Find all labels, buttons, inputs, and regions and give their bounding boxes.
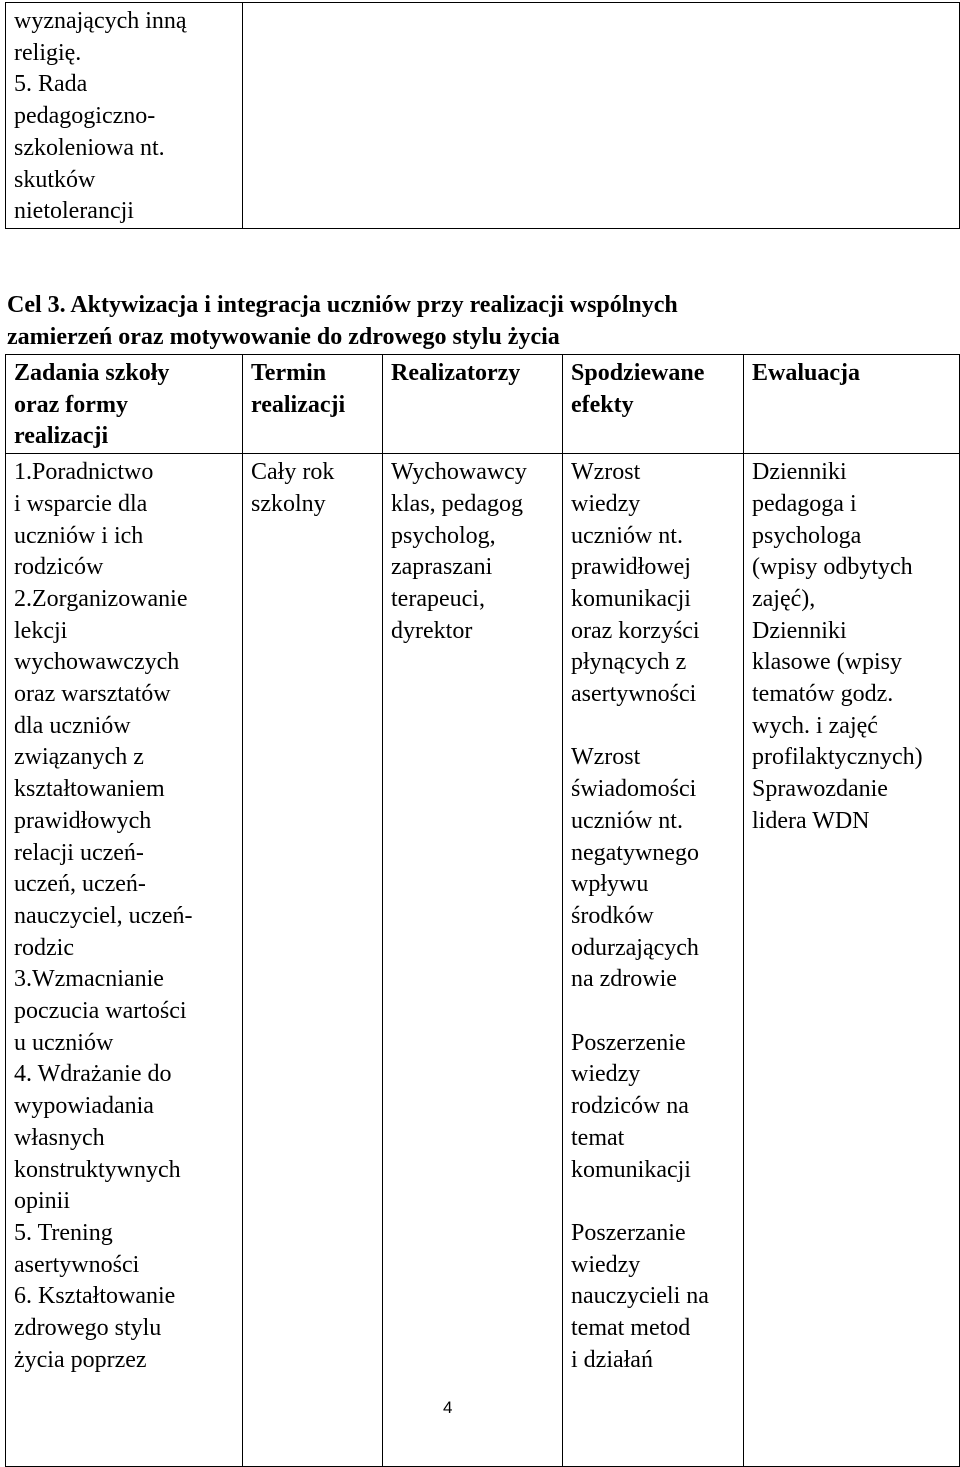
effect-line: odurzających	[571, 934, 699, 961]
paragraph-gap	[571, 996, 743, 1028]
continuation-table	[5, 2, 960, 229]
text-line: szkoleniowa nt.	[14, 134, 165, 161]
performers-cell	[383, 454, 563, 1467]
task-line: rodziców	[14, 554, 104, 581]
task-line: opinii	[14, 1188, 71, 1215]
text-line: pedagogiczno-	[14, 103, 156, 130]
task-line: wychowawczych	[14, 649, 180, 676]
evaluation-line: pedagoga i	[752, 490, 857, 517]
performer-line: klas, pedagog	[391, 490, 523, 517]
effect-line: świadomości	[571, 776, 697, 803]
text-line: 5. Rada	[14, 71, 88, 98]
effect-line: nauczycieli na	[571, 1283, 709, 1310]
header-label-line: Realizatorzy	[391, 360, 521, 386]
table-row	[6, 454, 960, 1467]
task-line: uczniów i ich	[14, 522, 144, 549]
task-line: zdrowego stylu	[14, 1315, 162, 1342]
paragraph-gap	[571, 1186, 743, 1218]
evaluation-line: (wpisy odbytych	[752, 554, 913, 581]
task-line: relacji uczeń-	[14, 839, 144, 866]
performer-line: zapraszani	[391, 554, 493, 581]
task-line: wypowiadania	[14, 1093, 154, 1120]
continuation-task-cell	[6, 3, 243, 229]
text-line: nietolerancji	[14, 198, 134, 225]
task-line: związanych z	[14, 744, 144, 771]
term-line: szkolny	[251, 490, 326, 517]
evaluation-line: lidera WDN	[752, 807, 870, 834]
evaluation-cell	[744, 454, 960, 1467]
effect-line: wiedzy	[571, 1251, 641, 1278]
text-line: religię.	[14, 39, 82, 66]
task-line: kształtowaniem	[14, 776, 165, 803]
evaluation-line: Sprawozdanie	[752, 776, 888, 803]
header-label-line: efekty	[571, 391, 634, 418]
effect-line: Wzrost	[571, 744, 641, 771]
header-label-line: realizacji	[251, 391, 346, 418]
task-line: poczucia wartości	[14, 998, 187, 1025]
task-line: 1.Poradnictwo	[14, 459, 154, 486]
effect-line: i działań	[571, 1346, 653, 1373]
effect-line: oraz korzyści	[571, 617, 700, 644]
effect-line: temat metod	[571, 1315, 691, 1342]
task-line: nauczyciel, uczeń-	[14, 902, 193, 929]
task-line: asertywności	[14, 1251, 140, 1278]
effect-line: uczniów nt.	[571, 807, 683, 834]
header-label-line: Ewaluacja	[752, 360, 860, 386]
task-line: rodzic	[14, 934, 74, 961]
task-line: dla uczniów	[14, 712, 131, 739]
table-header-row	[6, 355, 960, 454]
continuation-empty-cell	[242, 3, 959, 229]
task-line: uczeń, uczeń-	[14, 871, 146, 898]
task-line: 3.Wzmacnianie	[14, 966, 164, 993]
effect-line: Poszerzanie	[571, 1219, 686, 1246]
effect-line: środków	[571, 902, 654, 929]
text-line: wyznających inną	[14, 8, 187, 34]
effect-line: płynących z	[571, 649, 687, 676]
evaluation-line: wych. i zajęć	[752, 712, 878, 739]
evaluation-line: Dzienniki	[752, 459, 847, 486]
performer-line: Wychowawcy	[391, 459, 527, 486]
header-label-line: Zadania szkoły	[14, 360, 170, 386]
effect-line: negatywnego	[571, 839, 699, 866]
continuation-task-text	[6, 3, 242, 228]
effect-line: temat	[571, 1124, 625, 1151]
tasks-cell	[6, 454, 243, 1467]
effect-line: na zdrowie	[571, 966, 677, 993]
evaluation-line: psychologa	[752, 522, 862, 549]
effect-line: komunikacji	[571, 1156, 691, 1183]
effect-line: komunikacji	[571, 585, 691, 612]
header-evaluation	[744, 355, 960, 454]
effect-line: Poszerzenie	[571, 1029, 686, 1056]
effect-line: prawidłowej	[571, 554, 691, 581]
paragraph-gap	[571, 711, 743, 743]
header-label-line: Termin	[251, 360, 327, 386]
header-performers	[383, 355, 563, 454]
effect-line: uczniów nt.	[571, 522, 683, 549]
effect-line: wiedzy	[571, 1061, 641, 1088]
task-line: prawidłowych	[14, 807, 152, 834]
header-label-line: Spodziewane	[571, 360, 705, 386]
task-line: 2.Zorganizowanie	[14, 585, 188, 612]
header-label-line: realizacji	[14, 423, 109, 450]
task-line: życia poprzez	[14, 1346, 147, 1373]
performer-line: dyrektor	[391, 617, 473, 644]
goal-heading-line-2: zamierzeń oraz motywowanie do zdrowego stylu życia	[7, 323, 560, 350]
task-line: 4. Wdrażanie do	[14, 1061, 172, 1088]
task-line: lekcji	[14, 617, 68, 644]
performer-line: psycholog,	[391, 522, 496, 549]
evaluation-line: klasowe (wpisy	[752, 649, 902, 676]
text-line: skutków	[14, 166, 96, 193]
evaluation-line: profilaktycznych)	[752, 744, 923, 771]
term-cell	[243, 454, 383, 1467]
header-effects	[563, 355, 744, 454]
effects-cell	[563, 454, 744, 1467]
header-term	[243, 355, 383, 454]
goal-heading	[7, 290, 678, 353]
goal-3-table	[5, 354, 960, 1467]
task-line: własnych	[14, 1124, 105, 1151]
goal-heading-line-1: Cel 3. Aktywizacja i integracja uczniów przy realizacji wspólnych	[7, 292, 678, 318]
header-tasks	[6, 355, 243, 454]
page-number: 4	[443, 1398, 453, 1417]
effect-line: rodziców na	[571, 1093, 689, 1120]
task-line: i wsparcie dla	[14, 490, 148, 517]
evaluation-line: Dzienniki	[752, 617, 847, 644]
term-line: Cały rok	[251, 459, 335, 486]
evaluation-line: zajęć),	[752, 585, 816, 612]
evaluation-line: tematów godz.	[752, 681, 894, 708]
effect-line: Wzrost	[571, 459, 641, 486]
effect-line: wiedzy	[571, 490, 641, 517]
task-line: u uczniów	[14, 1029, 114, 1056]
performer-line: terapeuci,	[391, 585, 485, 612]
effect-line: wpływu	[571, 871, 649, 898]
effect-line: asertywności	[571, 681, 697, 708]
task-line: konstruktywnych	[14, 1156, 181, 1183]
header-label-line: oraz formy	[14, 391, 128, 418]
task-line: 5. Trening	[14, 1219, 113, 1246]
task-line: oraz warsztatów	[14, 681, 171, 708]
task-line: 6. Kształtowanie	[14, 1283, 176, 1310]
